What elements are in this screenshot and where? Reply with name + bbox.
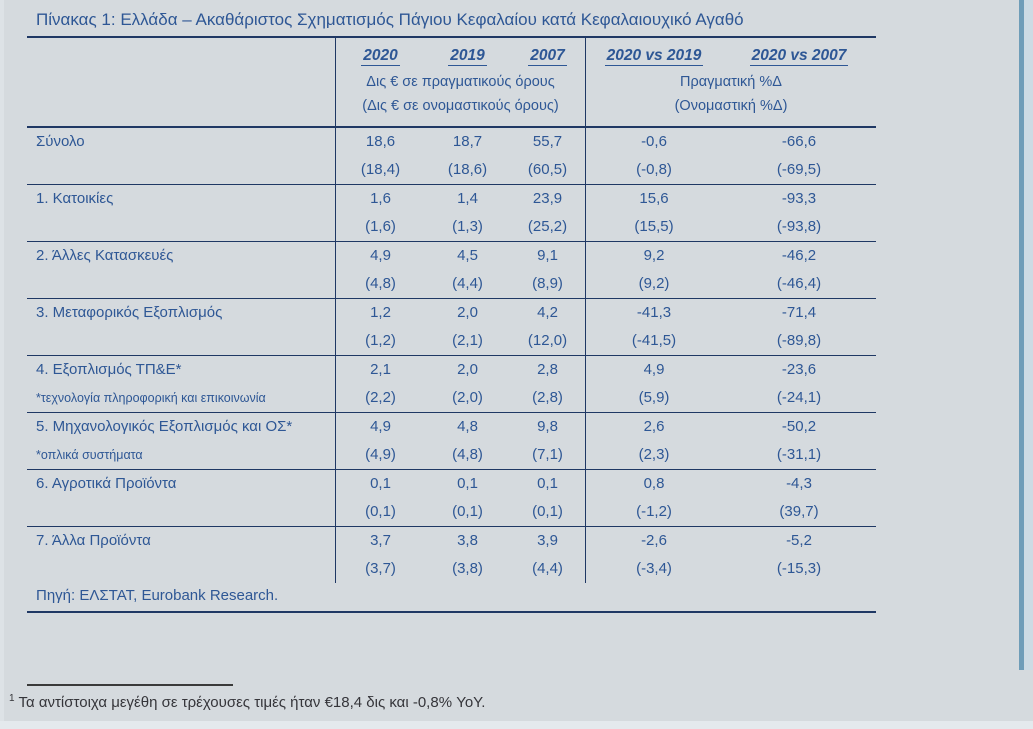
value-cell: [722, 412, 876, 469]
value-real: 0,8: [643, 475, 665, 492]
subheader-spacer: [27, 70, 335, 128]
value-real: 2,0: [457, 361, 478, 378]
value-real: -93,3: [781, 190, 817, 207]
value-nominal: (18,4): [360, 161, 401, 178]
value-nominal: (2,0): [452, 389, 483, 406]
value-nominal: (4,8): [365, 275, 396, 292]
row-label-total: [27, 128, 335, 184]
value-nominal: (1,3): [452, 218, 483, 235]
value-cell: [722, 128, 876, 184]
value-cell: [510, 355, 585, 412]
value-nominal: (3,7): [365, 560, 396, 577]
value-cell: [510, 469, 585, 526]
row-sublabel-text: [36, 327, 335, 355]
row-sublabel-text: [36, 213, 335, 241]
value-real: 23,9: [532, 190, 563, 207]
value-nominal: (39,7): [779, 503, 819, 520]
value-nominal: (0,1): [365, 503, 396, 520]
value-real: 55,7: [532, 133, 563, 150]
value-cell: [510, 526, 585, 583]
row-label-text: 6. Αγροτικά Προϊόντα: [36, 475, 177, 492]
value-real: -23,6: [781, 361, 817, 378]
value-cell: [335, 298, 425, 355]
value-cell: [585, 412, 722, 469]
value-real: 3,9: [537, 532, 558, 549]
left-edge-band: [0, 0, 4, 729]
value-nominal: (2,8): [532, 389, 563, 406]
value-cell: [335, 526, 425, 583]
value-nominal: (25,2): [527, 218, 568, 235]
footnote: [9, 693, 485, 711]
value-cell: [585, 526, 722, 583]
value-nominal: (-1,2): [636, 503, 672, 520]
value-nominal: (5,9): [638, 389, 670, 406]
value-nominal: (1,2): [365, 332, 396, 349]
value-real: -71,4: [781, 304, 817, 321]
value-real: -66,6: [781, 133, 817, 150]
header-spacer: [27, 38, 335, 70]
value-nominal: (-41,5): [631, 332, 677, 349]
value-real: 1,4: [457, 190, 478, 207]
row-sublabel-text: [36, 555, 335, 583]
column-header-2019-label: 2019: [450, 47, 485, 64]
value-cell: [510, 128, 585, 184]
value-nominal: (60,5): [527, 161, 568, 178]
value-cell: [585, 241, 722, 298]
column-header-2019: [425, 38, 510, 70]
value-real: 4,5: [457, 247, 478, 264]
value-cell: [425, 298, 510, 355]
column-header-2007-label: 2007: [530, 47, 565, 64]
value-real: -50,2: [781, 418, 817, 435]
value-nominal: (7,1): [532, 446, 563, 463]
column-header-2020-vs-2007-label: 2020 vs 2007: [751, 47, 847, 64]
value-real: 9,1: [537, 247, 558, 264]
row-label-text: Σύνολο: [36, 133, 85, 150]
value-nominal: (-0,8): [636, 161, 672, 178]
value-nominal: (-89,8): [776, 332, 822, 349]
value-real: -4,3: [786, 475, 812, 492]
value-cell: [585, 128, 722, 184]
value-cell: [335, 184, 425, 241]
row-label-other-constructions: [27, 241, 335, 298]
subheader-values-group: [335, 70, 585, 128]
column-header-2020: [335, 38, 425, 70]
value-cell: [510, 298, 585, 355]
value-cell: [425, 184, 510, 241]
column-header-2007: [510, 38, 585, 70]
value-cell: [510, 412, 585, 469]
row-sublabel-text: [36, 498, 335, 526]
value-cell: [510, 184, 585, 241]
row-label-machinery-equipment: [27, 412, 335, 469]
value-cell: [722, 184, 876, 241]
value-cell: [335, 128, 425, 184]
value-cell: [335, 355, 425, 412]
value-real: 18,6: [365, 133, 396, 150]
subheader-values-nominal: (Δις € σε ονομαστικούς όρους): [362, 98, 559, 114]
row-label-text: 2. Άλλες Κατασκευές: [36, 247, 174, 264]
value-real: -0,6: [641, 133, 667, 150]
row-label-text: 1. Κατοικίες: [36, 190, 114, 207]
value-real: 2,6: [643, 418, 665, 435]
value-real: -46,2: [781, 247, 817, 264]
value-real: -2,6: [641, 532, 667, 549]
value-real: 1,6: [370, 190, 391, 207]
value-nominal: (12,0): [527, 332, 568, 349]
footnote-rule: [27, 684, 233, 686]
subheader-pct-nominal: (Ονομαστική %Δ): [674, 98, 788, 114]
row-label-transport-equipment: [27, 298, 335, 355]
table-source: Πηγή: ΕΛΣΤΑΤ, Eurobank Research.: [27, 583, 876, 613]
table-title: Πίνακας 1: Ελλάδα – Ακαθάριστος Σχηματισμός Πάγιου Κεφαλαίου κατά Κεφαλαιουχικό Αγαθό: [27, 6, 876, 38]
value-cell: [722, 526, 876, 583]
value-real: 9,2: [643, 247, 665, 264]
bottom-edge-band: [0, 721, 1033, 729]
column-header-2020-vs-2019: [585, 38, 722, 70]
row-label-text: 7. Άλλα Προϊόντα: [36, 532, 151, 549]
value-cell: [425, 355, 510, 412]
value-cell: [425, 526, 510, 583]
subheader-pct-real: Πραγματική %Δ: [680, 74, 782, 90]
value-real: 15,6: [639, 190, 669, 207]
row-sublabel-text: [36, 270, 335, 298]
value-cell: [722, 355, 876, 412]
value-nominal: (4,4): [452, 275, 483, 292]
value-real: 0,1: [370, 475, 391, 492]
value-real: 4,9: [370, 247, 391, 264]
value-nominal: (4,9): [365, 446, 396, 463]
value-nominal: (3,8): [452, 560, 483, 577]
value-real: 9,8: [537, 418, 558, 435]
value-real: -5,2: [786, 532, 812, 549]
value-real: 2,1: [370, 361, 391, 378]
footnote-text: Τα αντίστοιχα μεγέθη σε τρέχουσες τιμές ήταν €18,4 δις και -0,8% YoY.: [18, 694, 486, 711]
value-nominal: (2,2): [365, 389, 396, 406]
value-cell: [425, 412, 510, 469]
value-nominal: (0,1): [532, 503, 563, 520]
value-cell: [722, 241, 876, 298]
value-cell: [335, 469, 425, 526]
value-real: 4,9: [370, 418, 391, 435]
value-cell: [585, 355, 722, 412]
value-nominal: (-3,4): [636, 560, 672, 577]
table-grid: [27, 6, 876, 613]
row-label-housing: [27, 184, 335, 241]
row-sublabel-text: *τεχνολογία πληροφορική και επικοινωνία: [36, 391, 266, 405]
value-nominal: (1,6): [365, 218, 396, 235]
value-real: 2,8: [537, 361, 558, 378]
row-label-ict-equipment: [27, 355, 335, 412]
value-nominal: (18,6): [447, 161, 488, 178]
value-real: 4,9: [643, 361, 665, 378]
value-nominal: (2,1): [452, 332, 483, 349]
value-nominal: (9,2): [638, 275, 670, 292]
value-nominal: (0,1): [452, 503, 483, 520]
value-cell: [722, 298, 876, 355]
row-sublabel-text: [36, 156, 335, 184]
value-cell: [425, 241, 510, 298]
value-nominal: (8,9): [532, 275, 563, 292]
subheader-values-real: Δις € σε πραγματικούς όρους: [366, 74, 555, 90]
column-header-2020-vs-2019-label: 2020 vs 2019: [606, 47, 702, 64]
value-cell: [425, 469, 510, 526]
value-nominal: (-93,8): [776, 218, 822, 235]
value-nominal: (-24,1): [776, 389, 822, 406]
column-header-2020-vs-2007: [722, 38, 876, 70]
value-real: 2,0: [457, 304, 478, 321]
row-label-agricultural-products: [27, 469, 335, 526]
value-cell: [585, 298, 722, 355]
value-real: 18,7: [452, 133, 483, 150]
value-real: -41,3: [636, 304, 672, 321]
value-nominal: (4,4): [532, 560, 563, 577]
value-nominal: (-69,5): [776, 161, 822, 178]
value-cell: [425, 128, 510, 184]
value-cell: [510, 241, 585, 298]
value-real: 0,1: [537, 475, 558, 492]
row-label-text: 5. Μηχανολογικός Εξοπλισμός και ΟΣ*: [36, 418, 293, 435]
value-cell: [585, 469, 722, 526]
footnote-marker: 1: [9, 693, 15, 704]
value-nominal: (15,5): [634, 218, 674, 235]
right-edge-band: [1024, 0, 1033, 670]
value-real: 4,8: [457, 418, 478, 435]
row-label-other-products: [27, 526, 335, 583]
value-real: 3,8: [457, 532, 478, 549]
value-nominal: (-15,3): [776, 560, 822, 577]
value-real: 3,7: [370, 532, 391, 549]
value-real: 1,2: [370, 304, 391, 321]
row-sublabel-text: *οπλικά συστήματα: [36, 448, 143, 462]
value-cell: [335, 412, 425, 469]
column-header-2020-label: 2020: [363, 47, 398, 64]
value-cell: [585, 184, 722, 241]
row-label-text: 4. Εξοπλισμός ΤΠ&Ε*: [36, 361, 182, 378]
value-cell: [335, 241, 425, 298]
value-nominal: (2,3): [638, 446, 670, 463]
subheader-pct-group: [585, 70, 876, 128]
value-nominal: (-46,4): [776, 275, 822, 292]
value-real: 0,1: [457, 475, 478, 492]
value-cell: [722, 469, 876, 526]
row-label-text: 3. Μεταφορικός Εξοπλισμός: [36, 304, 223, 321]
value-nominal: (-31,1): [776, 446, 822, 463]
table-1: [27, 6, 876, 613]
value-nominal: (4,8): [452, 446, 483, 463]
value-real: 4,2: [537, 304, 558, 321]
